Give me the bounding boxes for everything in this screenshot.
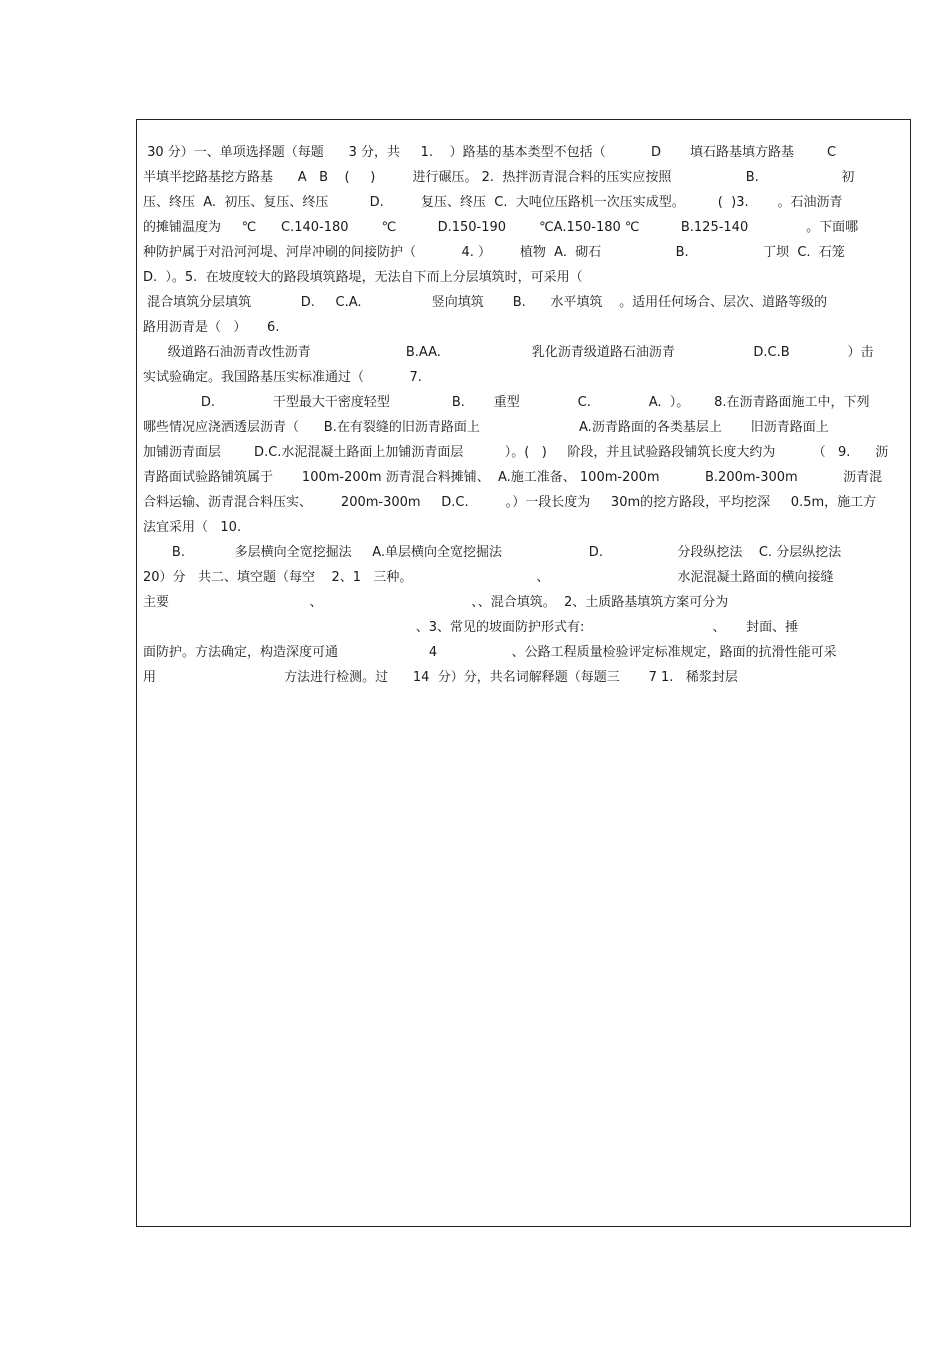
text-line: 路用沥青是（ ） 6. <box>143 320 280 335</box>
text-line: 的摊铺温度为 ℃ C.140-180 ℃ D.150-190 ℃A.150-180 ℃ B.125-140 。下面哪 <box>143 220 859 235</box>
text-line: D. 干型最大干密度轻型 B. 重型 C. A. ）。 8.在沥青路面施工中，下列 <box>143 395 870 410</box>
text-line: 面防护。方法确定，构造深度可通 4 、公路工程质量检验评定标准规定，路面的抗滑性能可采 <box>143 645 837 660</box>
document-body <box>143 140 908 690</box>
text-line: 混合填筑分层填筑 D. C.A. 竖向填筑 B. 水平填筑 。适用任何场合、层次、道路等级的 <box>143 295 828 310</box>
text-line: 实试验确定。我国路基压实标准通过（ 7. <box>143 370 422 385</box>
text-line: 级道路石油沥青改性沥青 B.AA. 乳化沥青级道路石油沥青 D.C.B ）击 <box>143 345 874 360</box>
text-line: 30 分）一、单项选择题（每题 3 分，共 1. ）路基的基本类型不包括（ D 填石路基填方路基 C <box>143 145 837 160</box>
text-line: 种防护属于对沿河河堤、河岸冲刷的间接防护（ 4. ） 植物 A. 砌石 B. 丁坝 C. 石笼 <box>143 245 845 260</box>
text-line: 压、终压 A. 初压、复压、终压 D. 复压、终压 C. 大吨位压路机一次压实成型。 ( )3. 。石油沥青 <box>143 195 843 210</box>
text-line: 半填半挖路基挖方路基 A B ( ) 进行碾压。 2. 热拌沥青混合料的压实应按照 B. 初 <box>143 170 855 185</box>
text-line: 主要 、 、、混合填筑。 2、土质路基填筑方案可分为 <box>143 595 729 610</box>
text-line: 法宜采用（ 10. <box>143 520 242 535</box>
text-line: 加铺沥青面层 D.C.水泥混凝土路面上加铺沥青面层 ）。( ) 阶段，并且试验路段铺筑长度大约为 （ 9. 沥 <box>143 445 889 460</box>
text-line: 用 方法进行检测。过 14 分）分，共名词解释题（每题三 7 1. 稀浆封层 <box>143 670 738 685</box>
text-line: 、3、常见的坡面防护形式有: 、 封面、捶 <box>143 620 799 635</box>
text-line: B. 多层横向全宽挖掘法 A.单层横向全宽挖掘法 D. 分段纵挖法 C. 分层纵挖法 <box>143 545 842 560</box>
text-line: 青路面试验路铺筑属于 100m-200m 沥青混合料摊铺、 A.施工准备、 100m-200m B.200m-300m 沥青混 <box>143 470 883 485</box>
text-line: 哪些情况应浇洒透层沥青（ B.在有裂缝的旧沥青路面上 A.沥青路面的各类基层上 旧沥青路面上 <box>143 420 829 435</box>
text-line: D. ）。5. 在坡度较大的路段填筑路堤，无法自下而上分层填筑时，可采用（ <box>143 270 583 285</box>
text-line: 合料运输、沥青混合料压实、 200m-300m D.C. 。）一段长度为 30m的挖方路段，平均挖深 0.5m，施工方 <box>143 495 877 510</box>
text-line: 20）分 共二、填空题（每空 2、1 三种。 、 水泥混凝土路面的横向接缝 <box>143 570 834 585</box>
